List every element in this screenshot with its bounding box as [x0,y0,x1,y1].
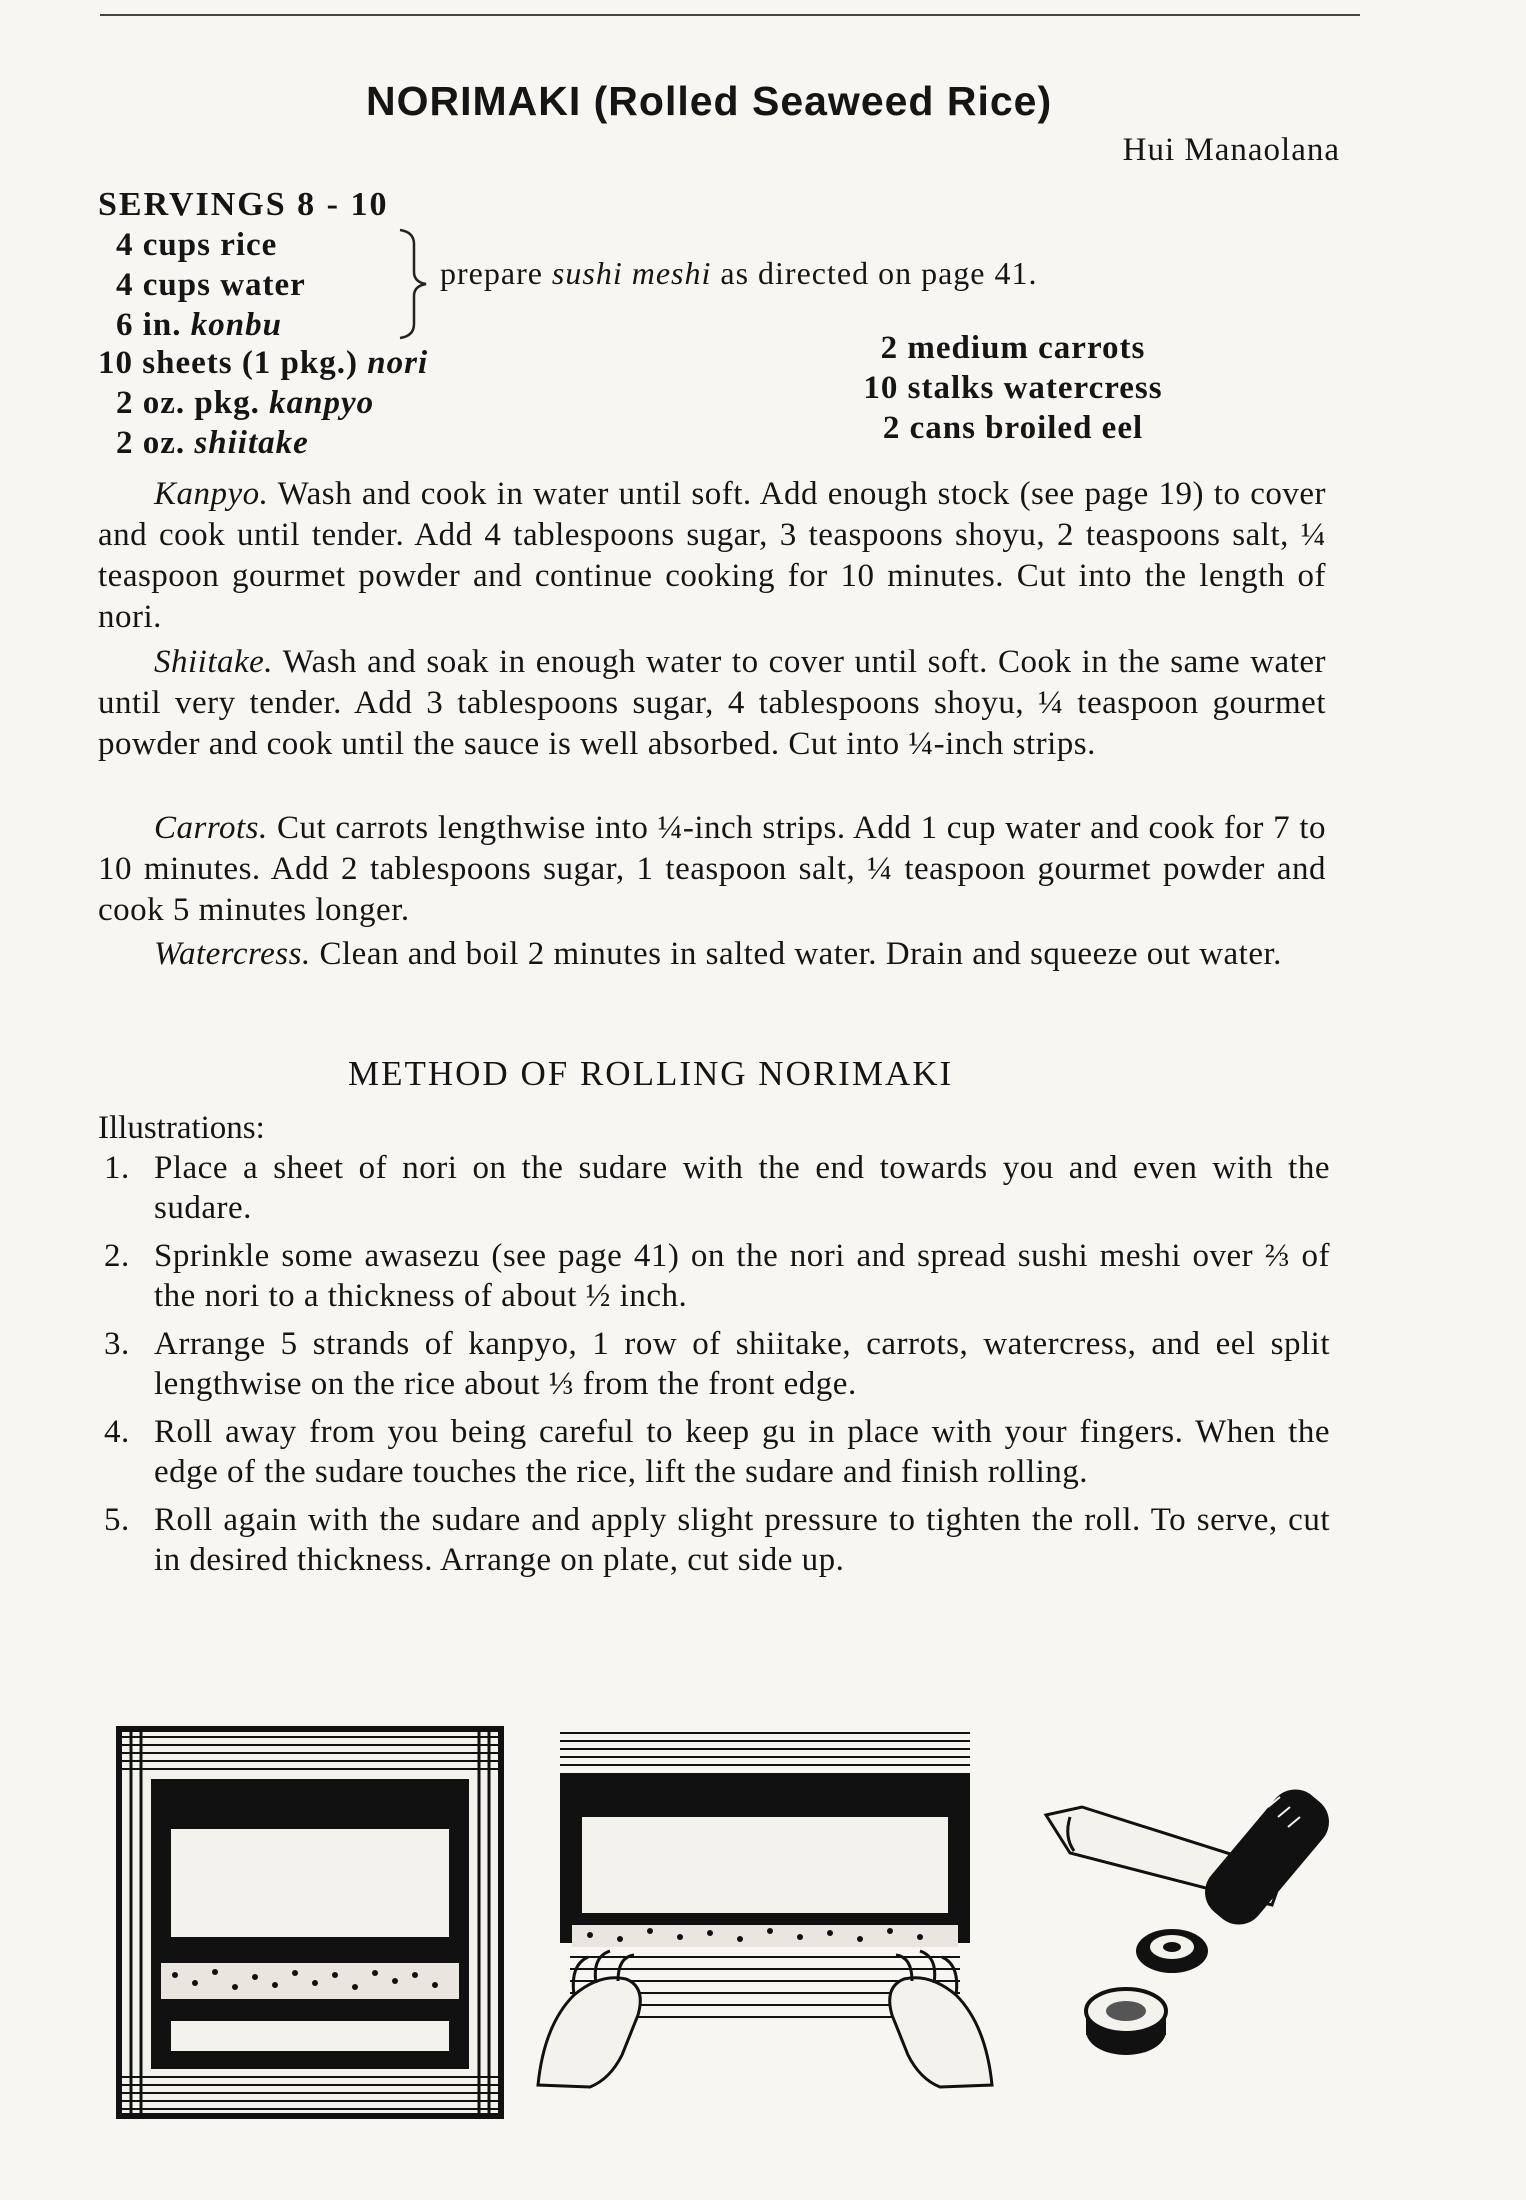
ingredient-eel: 2 cans broiled eel [882,410,1144,446]
ingredient-carrots: 2 medium carrots [880,330,1146,366]
illustrations-label: Illustrations: [98,1110,265,1146]
ingredient-nori: 10 sheets (1 pkg.) nori [98,345,429,381]
top-rule [100,14,1360,16]
method-step: 1. Place a sheet of nori on the sudare with the end towards you and even with the sudare. [104,1150,1330,1226]
method-step: 3. Arrange 5 strands of kanpyo, 1 row of shiitake, carrots, watercress, and eel split lengthwise on the rice about ⅓ from the front edge. [104,1326,1330,1402]
ingredient-kanpyo: 2 oz. pkg. kanpyo [116,385,375,421]
recipe-title: NORIMAKI (Rolled Seaweed Rice) [366,78,1053,124]
method-step: 5. Roll again with the sudare and apply slight pressure to tighten the roll. To serve, cut in desired thickness. Arrange on plate, cut side up. [104,1502,1330,1578]
ingredients-right [788,328,1238,448]
mat-with-nori-illustration [115,1725,505,2120]
rolling-with-hands-illustration [530,1725,1000,2095]
prep-shiitake: Shiitake. Wash and soak in enough water to cover until soft. Cook in the same water until very tender. Add 3 tablespoons sugar, 4 tablespoons shoyu, ¼ teaspoon gourmet powder and cook until the sauce is well absorbed. Cut into ¼-inch strips. [98,644,1326,762]
prep-kanpyo: Kanpyo. Wash and cook in water until soft. Add enough stock (see page 19) to cover and cook until tender. Add 4 tablespoons sugar, 3 teaspoons shoyu, 2 teaspoons salt, ¼ teaspoon gourmet powder and continue cooking for 10 minutes. Cut into the length of nori. [98,476,1326,635]
ingredient-shiitake: 2 oz. shiitake [116,425,309,461]
servings: SERVINGS 8 - 10 [98,186,389,223]
method-step: 4. Roll away from you being careful to keep gu in place with your fingers. When the edge of the sudare touches the rice, lift the sudare and finish rolling. [104,1414,1330,1490]
method-steps [98,1148,1330,1588]
cutting-roll-illustration [1040,1755,1350,2075]
recipe-author: Hui Manaolana [1122,132,1340,168]
ingredient-rice: 4 cups rice [116,227,278,263]
prepare-note: prepare sushi meshi as directed on page 41. [440,255,1038,291]
method-step: 2. Sprinkle some awasezu (see page 41) on the nori and spread sushi meshi over ⅔ of the nori to a thickness of about ½ inch. [104,1238,1330,1314]
ingredient-konbu: 6 in. konbu [116,307,282,343]
method-heading: METHOD OF ROLLING NORIMAKI [348,1054,954,1093]
prep-watercress: Watercress. Clean and boil 2 minutes in salted water. Drain and squeeze out water. [154,936,1282,972]
ingredient-watercress: 10 stalks watercress [863,370,1163,406]
brace-icon [396,228,432,340]
ingredient-water: 4 cups water [116,267,306,303]
prep-carrots: Carrots. Cut carrots lengthwise into ¼-inch strips. Add 1 cup water and cook for 7 to 10 minutes. Add 2 tablespoons sugar, 1 teaspoon salt, ¼ teaspoon gourmet powder and cook 5 minutes longer. [98,810,1326,928]
